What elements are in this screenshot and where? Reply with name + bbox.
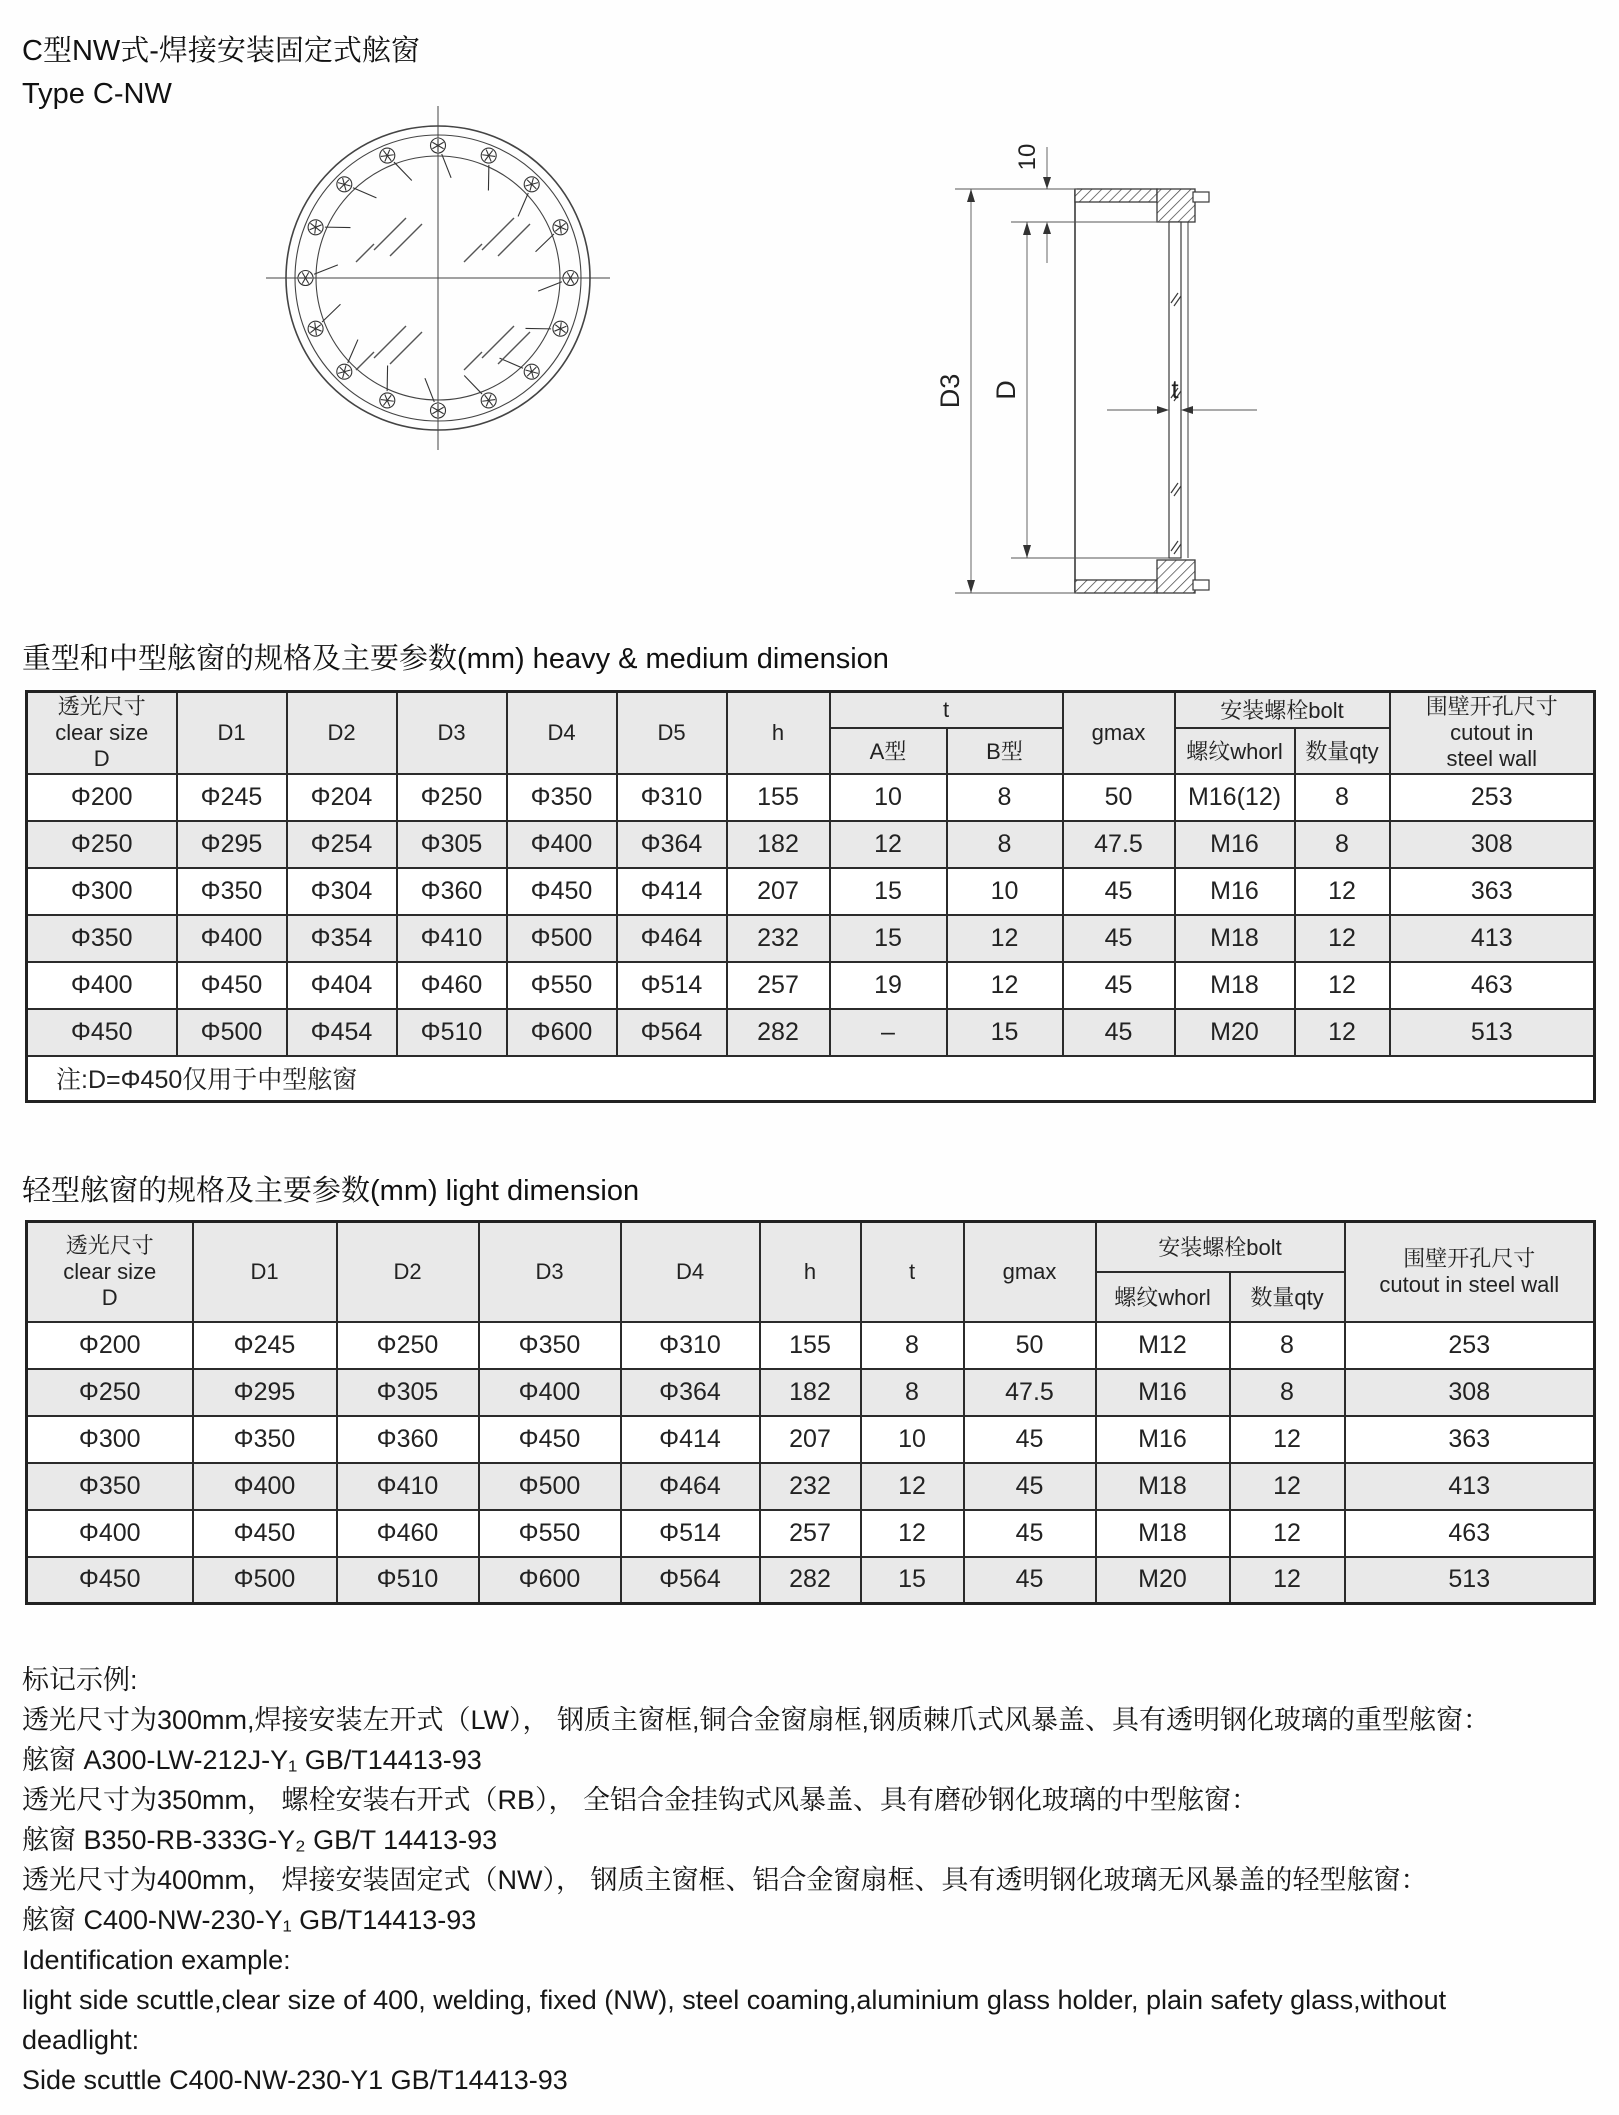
table-cell: M20 — [1175, 1009, 1295, 1056]
table-cell: Φ245 — [193, 1322, 337, 1369]
table-cell: Φ400 — [27, 962, 177, 1009]
table-cell: 50 — [964, 1322, 1096, 1369]
table-cell: 10 — [947, 868, 1063, 915]
table-row — [27, 1322, 1595, 1369]
table-row — [27, 1557, 1595, 1604]
front-view — [266, 106, 610, 450]
table-cell: 47.5 — [964, 1369, 1096, 1416]
table-cell: 253 — [1345, 1322, 1595, 1369]
table-cell: M18 — [1096, 1463, 1230, 1510]
table-cell: Φ450 — [507, 868, 617, 915]
example-line: 舷窗 B350-RB-333G-Y₂ GB/T 14413-93 — [22, 1825, 498, 1855]
table-cell: 182 — [760, 1369, 861, 1416]
examples-heading-zh: 标记示例: — [22, 1665, 138, 1695]
table-cell: M16 — [1175, 868, 1295, 915]
table-cell: Φ350 — [27, 1463, 193, 1510]
col-header-clear-size: 透光尺寸 clear size D — [27, 692, 177, 774]
table-cell: 15 — [861, 1557, 964, 1604]
table-cell: 282 — [727, 1009, 830, 1056]
col-header-bolt: 安装螺栓bolt — [1175, 692, 1390, 728]
col-header-t: t — [830, 692, 1063, 728]
col-header-d1: D1 — [177, 692, 287, 774]
table-cell: Φ400 — [193, 1463, 337, 1510]
table-cell: Φ350 — [193, 1416, 337, 1463]
table-cell: Φ500 — [479, 1463, 621, 1510]
dim-d — [991, 222, 1169, 558]
table-cell: M16(12) — [1175, 774, 1295, 821]
table-cell: 12 — [1230, 1510, 1345, 1557]
table-cell: 232 — [760, 1463, 861, 1510]
table-cell: 8 — [861, 1369, 964, 1416]
table-cell: Φ360 — [337, 1416, 479, 1463]
table-cell: 308 — [1345, 1369, 1595, 1416]
table-cell: Φ304 — [287, 868, 397, 915]
glass-hatch-mark — [356, 218, 422, 262]
example-line: 透光尺寸为400mm， 焊接安装固定式（NW）， 钢质主窗框、铝合金窗扇框、具有透明钢化玻璃无风暴盖的轻型舷窗： — [22, 1865, 1428, 1895]
example-line-en: light side scuttle,clear size of 400, welding, fixed (NW), steel coaming,aluminium glass holder, plain safety glass,without — [22, 1985, 1447, 2015]
dim-label-d3: D3 — [935, 373, 965, 409]
table-cell: 363 — [1345, 1416, 1595, 1463]
example-line: 透光尺寸为350mm， 螺栓安装右开式（RB）， 全铝合金挂钩式风暴盖、具有磨砂钢化玻璃的中型舷窗： — [22, 1785, 1259, 1815]
bolt-tick — [348, 340, 358, 363]
table-cell: 8 — [1295, 774, 1390, 821]
table-cell: Φ450 — [193, 1510, 337, 1557]
col-header-cutout: 围壁开孔尺寸 cutout in steel wall — [1345, 1222, 1595, 1322]
table-row — [27, 1463, 1595, 1510]
table-cell: 257 — [760, 1510, 861, 1557]
heavy-table-caption: 重型和中型舷窗的规格及主要参数(mm) heavy & medium dimension — [22, 643, 889, 675]
table-cell: Φ360 — [397, 868, 507, 915]
table-cell: Φ564 — [621, 1557, 760, 1604]
col-header-whorl: 螺纹whorl — [1175, 728, 1295, 774]
table-cell: 12 — [1230, 1463, 1345, 1510]
col-header-qty: 数量qty — [1230, 1272, 1345, 1322]
table-cell: 12 — [1295, 868, 1390, 915]
example-line: 舷窗 A300-LW-212J-Y₁ GB/T14413-93 — [22, 1745, 482, 1775]
heavy-medium-table — [25, 690, 1596, 1103]
table-cell: Φ500 — [193, 1557, 337, 1604]
table-cell: M18 — [1175, 962, 1295, 1009]
table-cell: Φ550 — [479, 1510, 621, 1557]
table-cell: 8 — [1230, 1369, 1345, 1416]
table-cell: 513 — [1390, 1009, 1595, 1056]
bolt-section-top — [1193, 192, 1209, 202]
table-cell: 12 — [861, 1463, 964, 1510]
table-cell: 45 — [1063, 962, 1175, 1009]
table-cell: Φ354 — [287, 915, 397, 962]
col-header-d3: D3 — [397, 692, 507, 774]
coaming-section — [1075, 189, 1209, 593]
table-row — [27, 962, 1595, 1009]
table-cell: 45 — [964, 1463, 1096, 1510]
table-row — [27, 1369, 1595, 1416]
table-cell: 513 — [1345, 1557, 1595, 1604]
col-header-cutout: 围壁开孔尺寸 cutout in steel wall — [1390, 692, 1595, 774]
table-cell: – — [830, 1009, 947, 1056]
table-cell: Φ350 — [177, 868, 287, 915]
col-header-d3: D3 — [479, 1222, 621, 1322]
table-cell: Φ310 — [617, 774, 727, 821]
table-cell: Φ350 — [27, 915, 177, 962]
table-cell: 8 — [947, 821, 1063, 868]
table-cell: 10 — [861, 1416, 964, 1463]
dim-label-d: D — [991, 380, 1021, 400]
table-cell: 10 — [830, 774, 947, 821]
table-cell: Φ450 — [27, 1009, 177, 1056]
table-cell: Φ514 — [621, 1510, 760, 1557]
col-header-h: h — [760, 1222, 861, 1322]
table-row — [27, 868, 1595, 915]
table-cell: 463 — [1390, 962, 1595, 1009]
glass-hatch-mark — [464, 326, 530, 370]
table-cell: 12 — [1230, 1557, 1345, 1604]
col-header-gmax: gmax — [964, 1222, 1096, 1322]
table-cell: Φ600 — [507, 1009, 617, 1056]
table-cell: M18 — [1175, 915, 1295, 962]
col-header-d4: D4 — [621, 1222, 760, 1322]
table-cell: Φ550 — [507, 962, 617, 1009]
table-cell: M12 — [1096, 1322, 1230, 1369]
table-cell: Φ310 — [621, 1322, 760, 1369]
col-header-h: h — [727, 692, 830, 774]
table-cell: 45 — [1063, 915, 1175, 962]
heavy-table-body — [27, 774, 1595, 1056]
table-cell: 413 — [1390, 915, 1595, 962]
table-cell: Φ450 — [27, 1557, 193, 1604]
table-cell: M16 — [1175, 821, 1295, 868]
table-cell: Φ450 — [177, 962, 287, 1009]
table-cell: Φ295 — [177, 821, 287, 868]
table-cell: Φ250 — [27, 821, 177, 868]
table-cell: 8 — [947, 774, 1063, 821]
col-header-clear-size: 透光尺寸 clear size D — [27, 1222, 193, 1322]
table-cell: 308 — [1390, 821, 1595, 868]
col-header-d1: D1 — [193, 1222, 337, 1322]
table-row — [27, 1009, 1595, 1056]
table-cell: 363 — [1390, 868, 1595, 915]
table-cell: Φ400 — [27, 1510, 193, 1557]
table-cell: Φ250 — [397, 774, 507, 821]
dim-10 — [1014, 144, 1051, 263]
table-cell: Φ364 — [621, 1369, 760, 1416]
table-cell: Φ305 — [337, 1369, 479, 1416]
table-cell: 12 — [1295, 1009, 1390, 1056]
table-cell: 47.5 — [1063, 821, 1175, 868]
table-cell: 12 — [861, 1510, 964, 1557]
glass-hatch-mark — [464, 218, 530, 262]
table-cell: 207 — [760, 1416, 861, 1463]
table-cell: Φ460 — [337, 1510, 479, 1557]
table-cell: Φ400 — [177, 915, 287, 962]
table-cell: Φ404 — [287, 962, 397, 1009]
col-header-bolt: 安装螺栓bolt — [1096, 1222, 1345, 1272]
light-table — [25, 1220, 1596, 1605]
example-line-en: deadlight: — [22, 2025, 140, 2055]
bolt-tick — [464, 376, 482, 394]
dim-t — [1107, 374, 1257, 414]
table-cell: 12 — [1295, 915, 1390, 962]
bolt-section-bottom — [1193, 580, 1209, 590]
table-cell: Φ254 — [287, 821, 397, 868]
table-cell: 15 — [830, 868, 947, 915]
col-header-d5: D5 — [617, 692, 727, 774]
table-cell: 413 — [1345, 1463, 1595, 1510]
table-cell: Φ400 — [479, 1369, 621, 1416]
table-cell: Φ414 — [621, 1416, 760, 1463]
glass-hatch-mark — [356, 326, 422, 370]
col-header-t-type-a: A型 — [830, 728, 947, 774]
table-cell: Φ250 — [337, 1322, 479, 1369]
table-cell: M18 — [1096, 1510, 1230, 1557]
col-header-t-type-b: B型 — [947, 728, 1063, 774]
table-cell: Φ510 — [397, 1009, 507, 1056]
table-cell: 257 — [727, 962, 830, 1009]
table-cell: Φ460 — [397, 962, 507, 1009]
page-title-zh: C型NW式-焊接安装固定式舷窗 — [22, 35, 420, 67]
table-cell: Φ464 — [621, 1463, 760, 1510]
table-cell: 155 — [727, 774, 830, 821]
example-line: 透光尺寸为300mm,焊接安装左开式（LW）， 钢质主窗框,铜合金窗扇框,钢质棘爪式风暴盖、具有透明钢化玻璃的重型舷窗： — [22, 1705, 1491, 1735]
table-cell: 253 — [1390, 774, 1595, 821]
table-cell: 12 — [1295, 962, 1390, 1009]
table-row — [27, 915, 1595, 962]
table-cell: Φ200 — [27, 1322, 193, 1369]
table-cell: 15 — [830, 915, 947, 962]
table-row — [27, 1416, 1595, 1463]
page-title-en: Type C-NW — [22, 78, 172, 110]
table-cell: Φ510 — [337, 1557, 479, 1604]
col-header-d4: D4 — [507, 692, 617, 774]
table-cell: 8 — [1230, 1322, 1345, 1369]
table-cell: 463 — [1345, 1510, 1595, 1557]
bolt-tick — [314, 265, 338, 274]
table-cell: Φ364 — [617, 821, 727, 868]
crosshair-lines — [266, 106, 610, 450]
table-cell: 45 — [1063, 1009, 1175, 1056]
table-cell: M16 — [1096, 1416, 1230, 1463]
table-cell: M20 — [1096, 1557, 1230, 1604]
bolt-tick — [394, 162, 412, 180]
glass-hatch-marks — [356, 218, 530, 370]
col-header-gmax: gmax — [1063, 692, 1175, 774]
table-cell: Φ245 — [177, 774, 287, 821]
table-row — [27, 821, 1595, 868]
table-cell: 12 — [1230, 1416, 1345, 1463]
table-row — [27, 1510, 1595, 1557]
table-cell: Φ300 — [27, 868, 177, 915]
table-cell: 45 — [964, 1510, 1096, 1557]
light-table-caption: 轻型舷窗的规格及主要参数(mm) light dimension — [22, 1175, 640, 1207]
table-cell: Φ250 — [27, 1369, 193, 1416]
col-header-d2: D2 — [337, 1222, 479, 1322]
table-cell: Φ350 — [507, 774, 617, 821]
table-cell: Φ200 — [27, 774, 177, 821]
dim-label-t: t — [1171, 374, 1179, 404]
bolt-tick — [425, 378, 434, 402]
col-header-qty: 数量qty — [1295, 728, 1390, 774]
heavy-table-note: 注:D=Φ450仅用于中型舷窗 — [27, 1056, 1595, 1102]
table-cell: Φ564 — [617, 1009, 727, 1056]
table-cell: 282 — [760, 1557, 861, 1604]
table-cell: 15 — [947, 1009, 1063, 1056]
table-cell: Φ305 — [397, 821, 507, 868]
table-row — [27, 774, 1595, 821]
table-cell: 8 — [861, 1322, 964, 1369]
col-header-t: t — [861, 1222, 964, 1322]
table-cell: 12 — [947, 962, 1063, 1009]
examples-heading-en: Identification example: — [22, 1945, 291, 1975]
table-cell: Φ350 — [479, 1322, 621, 1369]
table-cell: Φ500 — [507, 915, 617, 962]
table-cell: 155 — [760, 1322, 861, 1369]
table-cell: Φ400 — [507, 821, 617, 868]
example-line-en: Side scuttle C400-NW-230-Y1 GB/T14413-93 — [22, 2065, 568, 2095]
table-cell: 12 — [947, 915, 1063, 962]
table-cell: 45 — [1063, 868, 1175, 915]
table-cell: Φ600 — [479, 1557, 621, 1604]
bolt-tick — [322, 304, 340, 322]
table-cell: Φ204 — [287, 774, 397, 821]
table-cell: 19 — [830, 962, 947, 1009]
table-cell: Φ500 — [177, 1009, 287, 1056]
table-cell: 45 — [964, 1557, 1096, 1604]
col-header-d2: D2 — [287, 692, 397, 774]
example-line: 舷窗 C400-NW-230-Y₁ GB/T14413-93 — [22, 1905, 477, 1935]
table-cell: Φ450 — [479, 1416, 621, 1463]
bolt-tick — [538, 282, 562, 291]
table-cell: Φ300 — [27, 1416, 193, 1463]
bolt-tick — [442, 154, 451, 178]
col-header-whorl: 螺纹whorl — [1096, 1272, 1230, 1322]
table-cell: Φ295 — [193, 1369, 337, 1416]
section-view — [935, 144, 1257, 593]
table-cell: Φ410 — [337, 1463, 479, 1510]
table-cell: Φ464 — [617, 915, 727, 962]
identification-examples — [22, 1660, 1607, 2100]
light-table-body — [27, 1322, 1595, 1604]
table-cell: M16 — [1096, 1369, 1230, 1416]
table-cell: 50 — [1063, 774, 1175, 821]
table-cell: 45 — [964, 1416, 1096, 1463]
dim-label-10: 10 — [1014, 143, 1041, 171]
table-cell: Φ454 — [287, 1009, 397, 1056]
table-cell: Φ414 — [617, 868, 727, 915]
table-cell: 207 — [727, 868, 830, 915]
table-cell: 232 — [727, 915, 830, 962]
table-cell: Φ514 — [617, 962, 727, 1009]
bolt-tick — [518, 193, 528, 216]
table-cell: 182 — [727, 821, 830, 868]
technical-drawing — [255, 95, 1315, 625]
bolt-tick — [353, 188, 376, 198]
table-cell: 12 — [830, 821, 947, 868]
table-cell: 8 — [1295, 821, 1390, 868]
bolt-tick — [536, 234, 554, 252]
table-cell: Φ410 — [397, 915, 507, 962]
